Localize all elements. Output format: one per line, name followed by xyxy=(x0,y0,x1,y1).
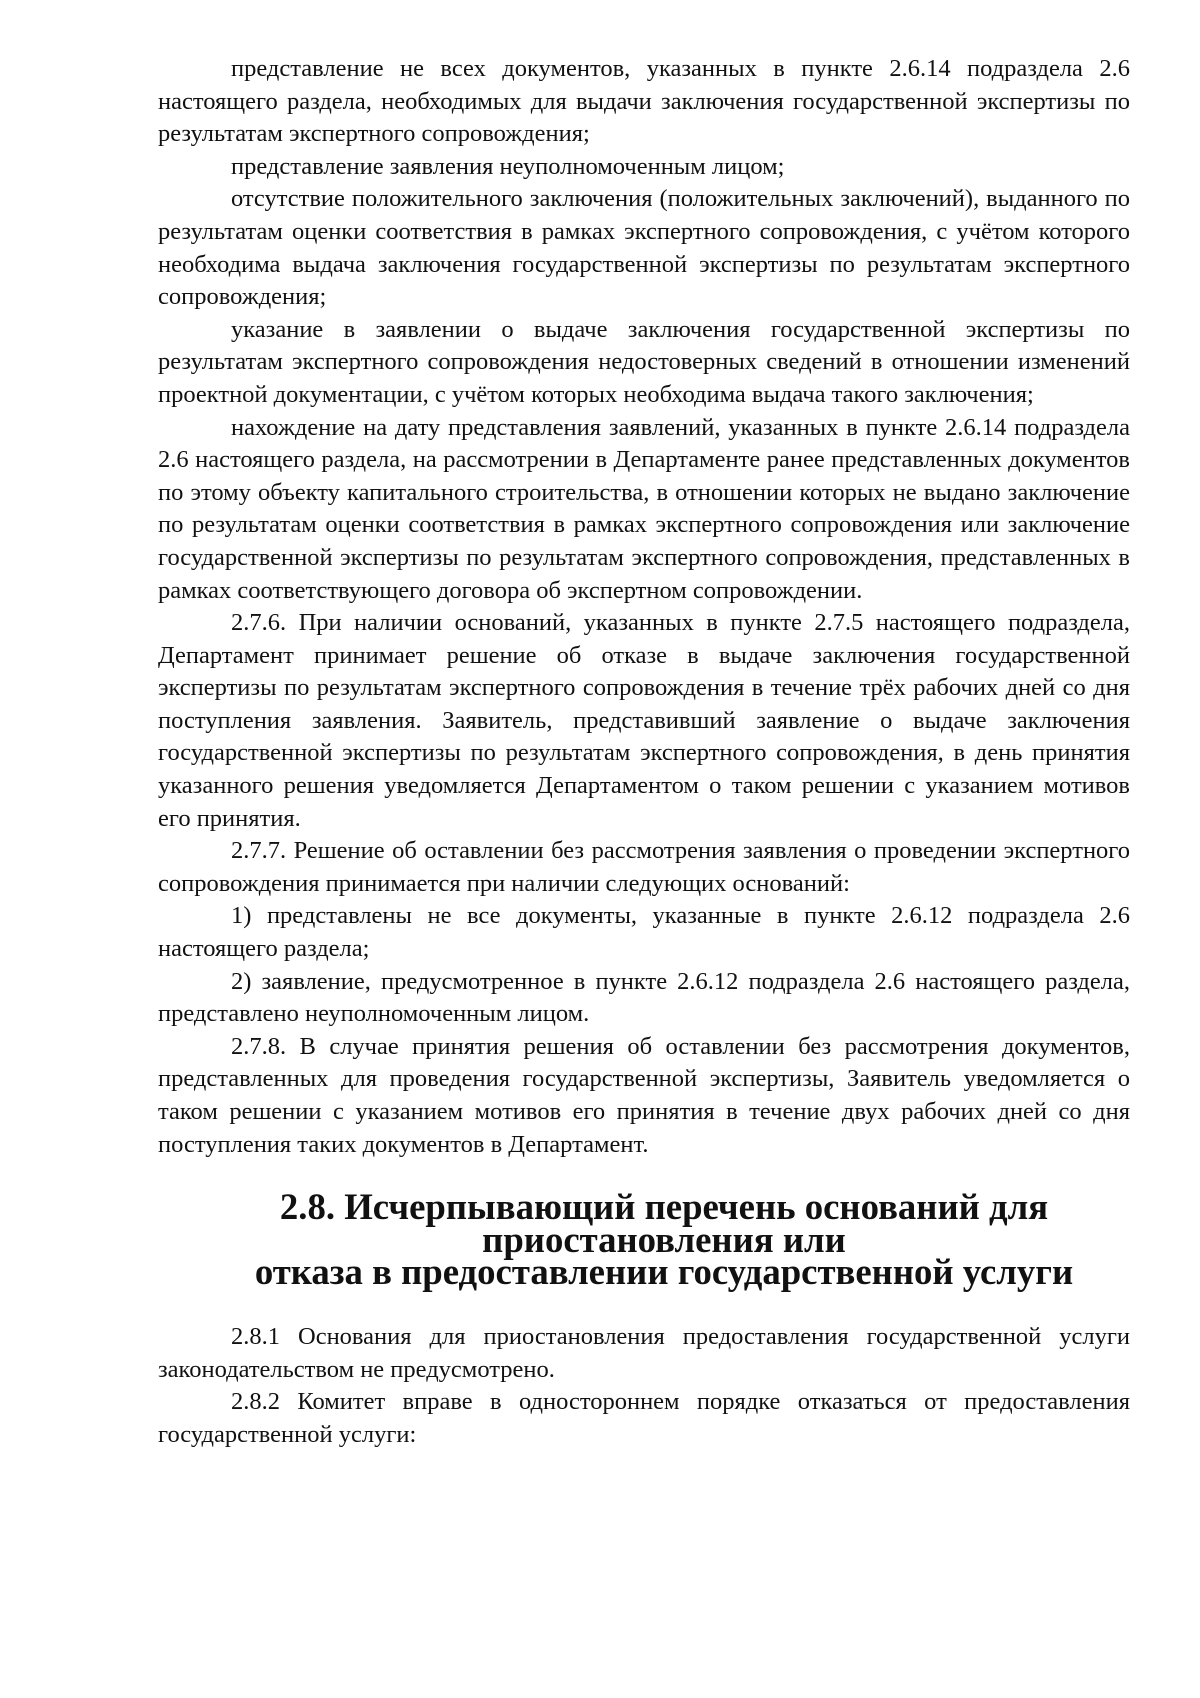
paragraph-2-7-8: 2.7.8. В случае принятия решения об оставлении без рассмотрения документов, представленных для проведения государственной экспертизы, Заявитель уведомляется о таком решении с указанием мотивов его принятия в течение двух рабочих дней со дня поступления таких документов в Департамент. xyxy=(158,1032,1130,1158)
paragraph-unreliable-information: указание в заявлении о выдаче заключения государственной экспертизы по результатам экспертного сопровождения недостоверных сведений в отношении изменений проектной документации, с учётом которых необходима выдача такого заключения; xyxy=(158,315,1130,408)
paragraph-pending-documents: нахождение на дату представления заявлений, указанных в пункте 2.6.14 подраздела 2.6 настоящего раздела, на рассмотрении в Департаменте ранее представленных документов по этому объекту капитального строительства, в отношении которых не выдано заключение по результатам оценки соответствия в рамках экспертного сопровождения или заключение государственной экспертизы по результатам экспертного сопровождения, представленных в рамках соответствующего договора об экспертном сопровождении. xyxy=(158,413,1130,604)
paragraph-unauthorized-person: представление заявления неуполномоченным лицом; xyxy=(231,152,785,180)
document-body xyxy=(158,53,1130,1451)
paragraph-2-8-2: 2.8.2 Комитет вправе в одностороннем порядке отказаться от предоставления государственной услуги: xyxy=(158,1388,1130,1448)
list-item-1: 1) представлены не все документы, указанные в пункте 2.6.12 подраздела 2.6 настоящего раздела; xyxy=(158,902,1130,963)
section-heading-line-1: 2.8. Исчерпывающий перечень оснований для приостановления или xyxy=(279,1186,1049,1260)
section-heading-2-8 xyxy=(158,1186,1130,1293)
list-item-2: 2) заявление, предусмотренное в пункте 2.6.12 подраздела 2.6 настоящего раздела, представлено неуполномоченным лицом. xyxy=(158,967,1130,1028)
paragraph-2-8-1: 2.8.1 Основания для приостановления предоставления государственной услуги законодательством не предусмотрено. xyxy=(158,1322,1130,1383)
section-heading-line-2: отказа в предоставлении государственной услуги xyxy=(254,1251,1074,1293)
paragraph-no-positive-conclusion: отсутствие положительного заключения (положительных заключений), выданного по результатам оценки соответствия в рамках экспертного сопровождения, с учётом которого необходима выдача заключения государственной экспертизы по результатам экспертного сопровождения; xyxy=(158,185,1130,311)
paragraph-incomplete-documents: представление не всех документов, указанных в пункте 2.6.14 подраздела 2.6 настоящего раздела, необходимых для выдачи заключения государственной экспертизы по результатам экспертного сопровождения; xyxy=(158,55,1130,148)
paragraph-2-7-7: 2.7.7. Решение об оставлении без рассмотрения заявления о проведении экспертного сопровождения принимается при наличии следующих оснований: xyxy=(158,837,1130,897)
paragraph-2-7-6: 2.7.6. При наличии оснований, указанных в пункте 2.7.5 настоящего подраздела, Департамент принимает решение об отказе в выдаче заключения государственной экспертизы по результатам экспертного сопровождения в течение трёх рабочих дней со дня поступления заявления. Заявитель, представивший заявление о выдаче заключения государственной экспертизы по результатам экспертного сопровождения, в день принятия указанного решения уведомляется Департаментом о таком решении с указанием мотивов его принятия. xyxy=(158,609,1130,832)
